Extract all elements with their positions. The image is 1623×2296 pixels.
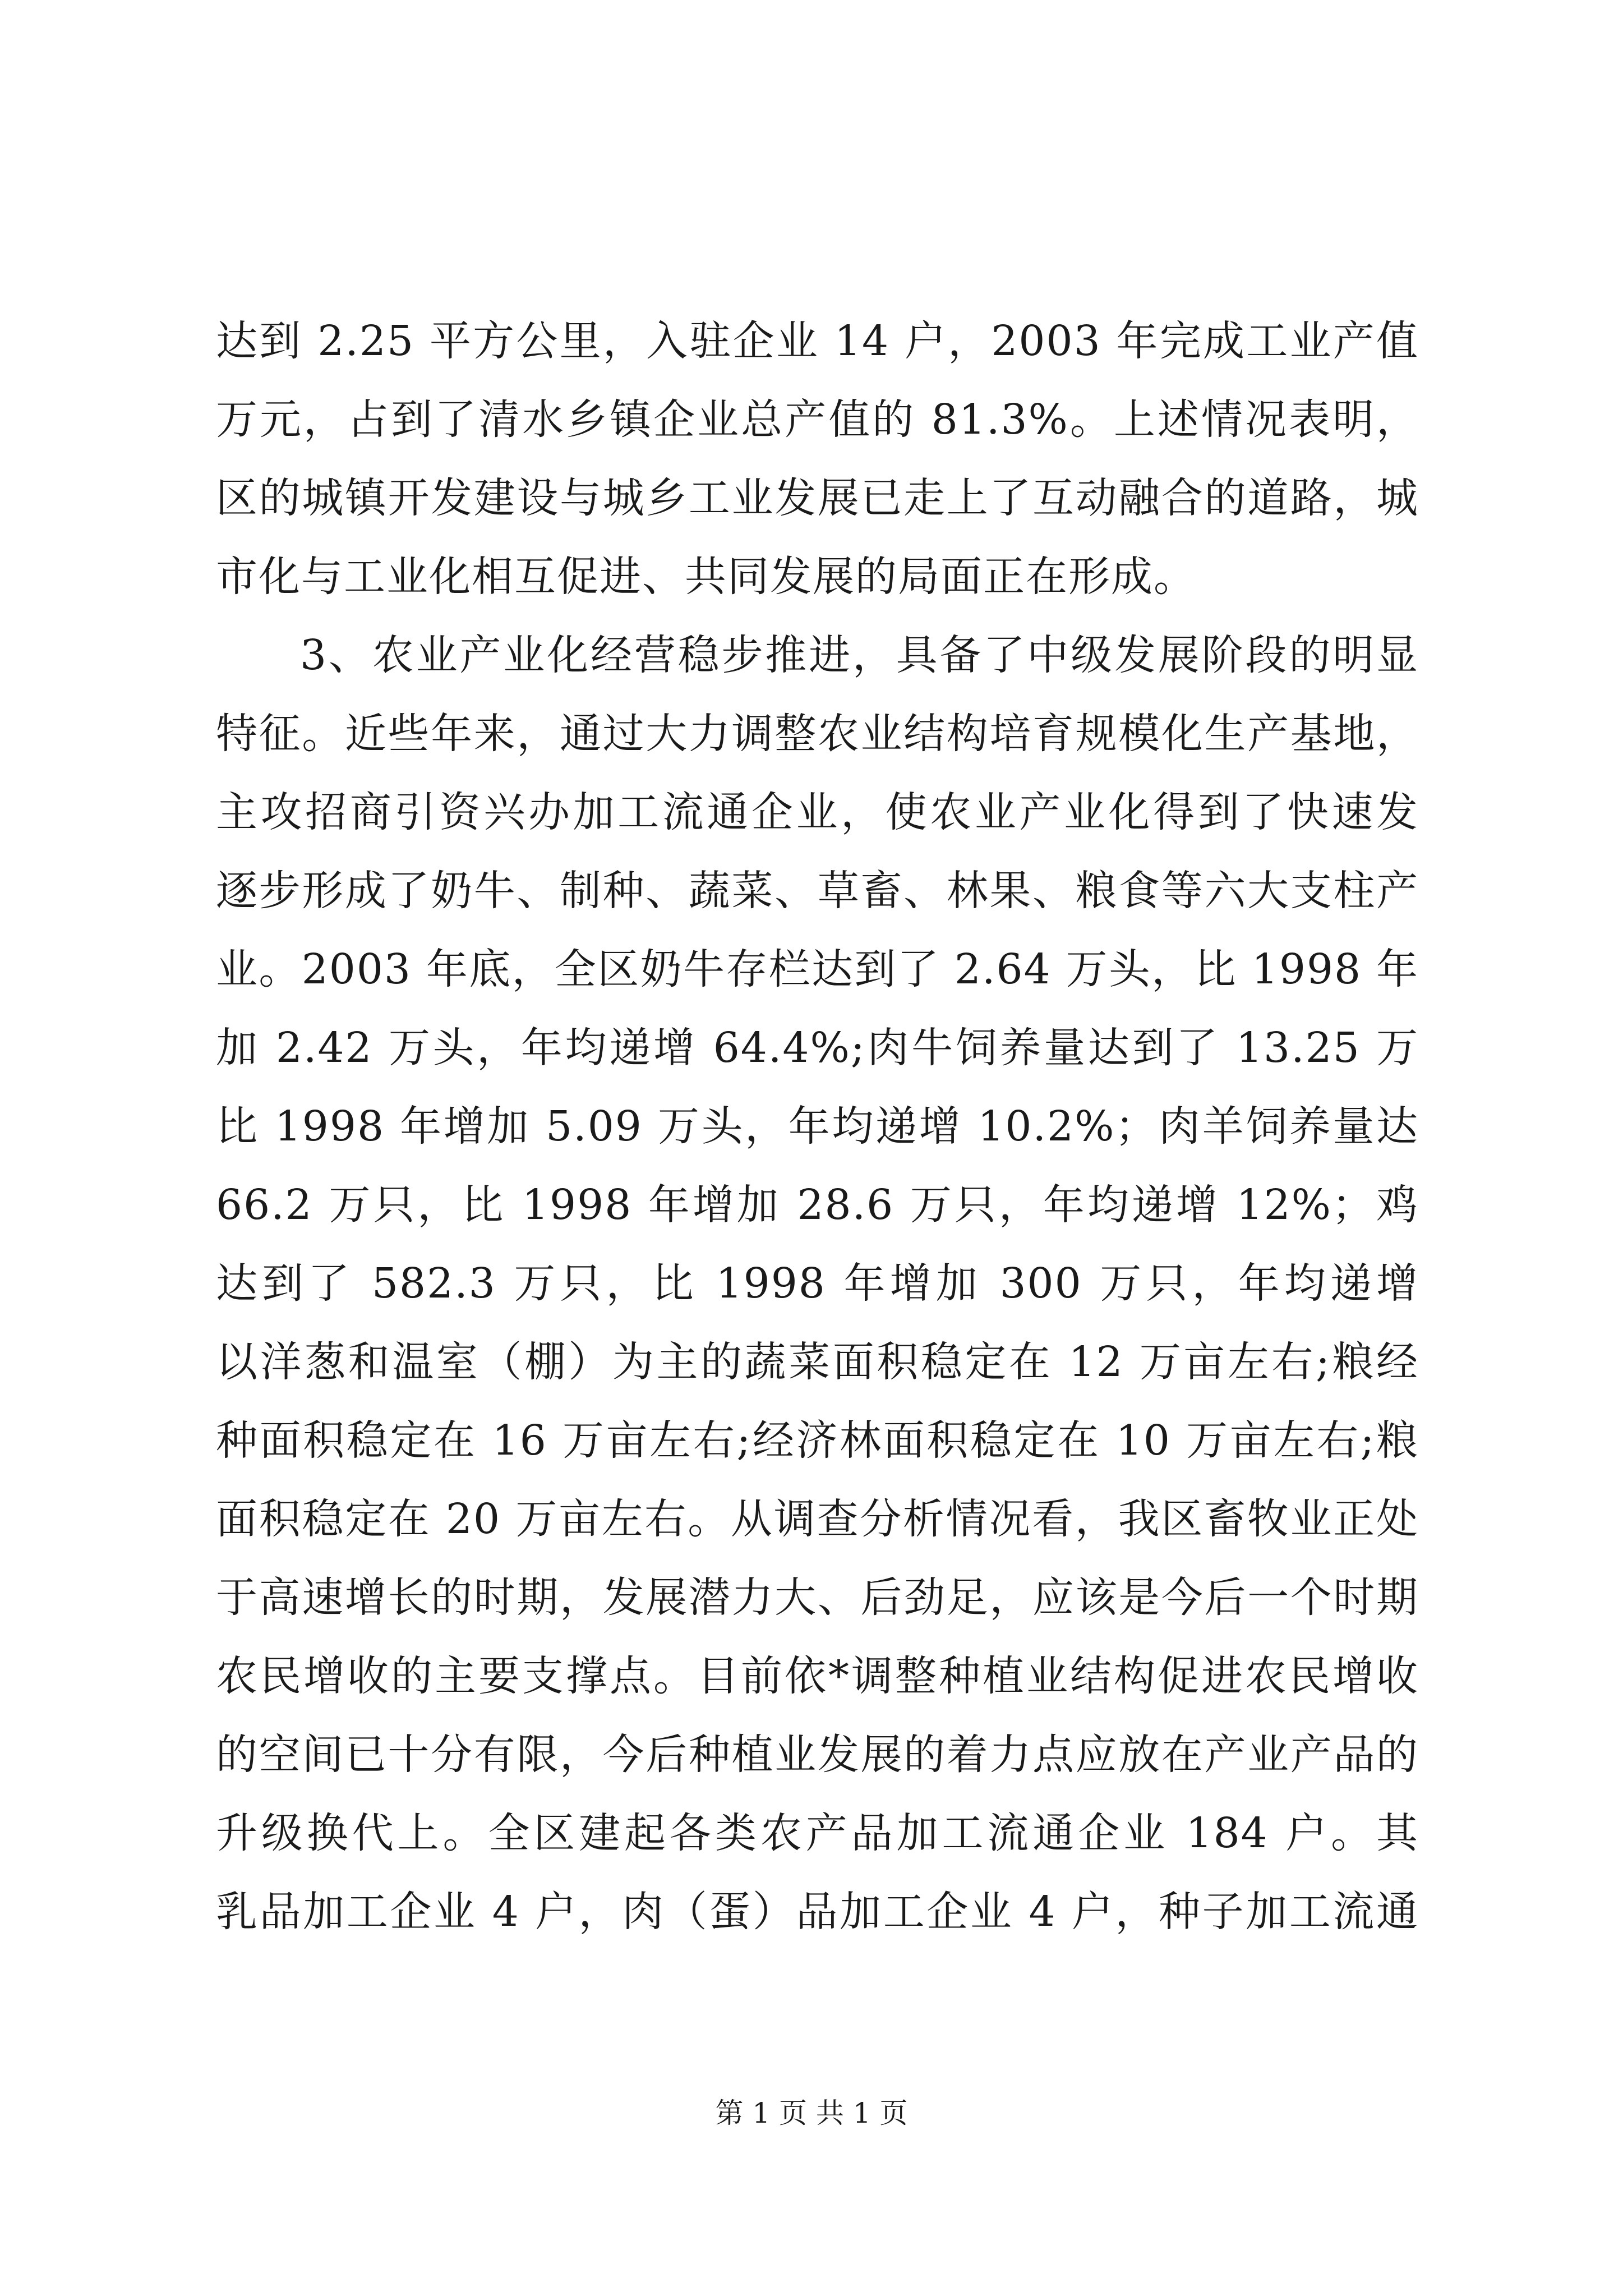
text-line: 达到了 582.3 万只，比 1998 年增加 300 万只，年均递增 — [216, 1259, 1419, 1308]
body-text — [216, 302, 1419, 1951]
text-line: 乳品加工企业 4 户，肉（蛋）品加工企业 4 户，种子加工流通 — [216, 1888, 1419, 1936]
text-line: 业。2003 年底，全区奶牛存栏达到了 2.64 万头，比 1998 年 — [216, 945, 1419, 993]
page-number-footer: 第 1 页 共 1 页 — [715, 2097, 908, 2129]
text-line: 66.2 万只，比 1998 年增加 28.6 万只，年均递增 12%；鸡 — [216, 1181, 1419, 1229]
text-line: 特征。近些年来，通过大力调整农业结构培育规模化生产基地， — [216, 710, 1419, 758]
text-line: 农民增收的主要支撑点。目前依*调整种植业结构促进农民增收 — [216, 1652, 1419, 1700]
text-line: 达到 2.25 平方公里，入驻企业 14 户，2003 年完成工业产值 — [216, 317, 1419, 365]
text-line: 于高速增长的时期，发展潜力大、后劲足，应该是今后一个时期 — [216, 1573, 1419, 1622]
text-line: 以洋葱和温室（棚）为主的蔬菜面积稳定在 12 万亩左右;粮经 — [216, 1338, 1419, 1386]
section-heading-line: 3、农业产业化经营稳步推进，具备了中级发展阶段的明显 — [300, 631, 1419, 679]
text-line: 升级换代上。全区建起各类农产品加工流通企业 184 户。其 — [216, 1809, 1419, 1857]
text-line: 加 2.42 万头，年均递增 64.4%;肉牛饲养量达到了 13.25 万 — [216, 1024, 1419, 1072]
text-line: 面积稳定在 20 万亩左右。从调查分析情况看，我区畜牧业正处 — [216, 1495, 1419, 1543]
text-line: 区的城镇开发建设与城乡工业发展已走上了互动融合的道路，城 — [216, 474, 1419, 522]
text-line: 市化与工业化相互促进、共同发展的局面正在形成。 — [216, 553, 1196, 601]
text-line: 万元，占到了清水乡镇企业总产值的 81.3%。上述情况表明， — [216, 395, 1419, 444]
text-line: 比 1998 年增加 5.09 万头，年均递增 10.2%；肉羊饲养量达 — [216, 1102, 1419, 1151]
text-line: 的空间已十分有限，今后种植业发展的着力点应放在产业产品的 — [216, 1731, 1419, 1779]
text-line: 主攻招商引资兴办加工流通企业，使农业产业化得到了快速发 — [216, 788, 1419, 836]
text-line: 逐步形成了奶牛、制种、蔬菜、草畜、林果、粮食等六大支柱产 — [216, 867, 1419, 915]
text-line: 种面积稳定在 16 万亩左右;经济林面积稳定在 10 万亩左右;粮 — [216, 1416, 1419, 1465]
